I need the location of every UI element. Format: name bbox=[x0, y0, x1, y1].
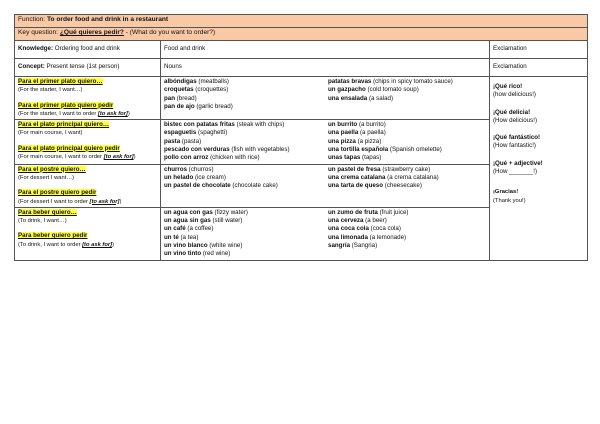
vocab-spanish: una crema catalana bbox=[328, 173, 386, 181]
concept-col3: Exclamation bbox=[490, 59, 588, 77]
vocab-english: (fizzy water) bbox=[212, 208, 248, 216]
prompt-spanish: Para beber quiero pedir bbox=[18, 232, 88, 240]
prompt-english: (To drink, I want…) bbox=[18, 218, 67, 225]
vocab-english: (a coffee) bbox=[185, 225, 214, 233]
vocab-item bbox=[328, 129, 478, 137]
vocab-english: (a paella) bbox=[358, 129, 386, 137]
vocab-item bbox=[164, 146, 328, 154]
vocab-spanish: un pastel de chocolate bbox=[164, 182, 231, 190]
prompt-spanish: Para beber quiero… bbox=[18, 208, 77, 216]
concept-col2: Nouns bbox=[161, 59, 490, 77]
vocab-column bbox=[164, 78, 328, 111]
prompt-english: (To drink, I want to order bbox=[18, 241, 83, 248]
prompt-english-line: (For main course, I want to order [to ask for]) bbox=[18, 154, 136, 161]
vocab-item bbox=[164, 95, 328, 103]
vocab-column bbox=[164, 209, 328, 259]
concept-cell bbox=[15, 59, 161, 77]
vocab-item bbox=[164, 166, 328, 174]
vocab-english: (cold tomato soup) bbox=[365, 86, 419, 94]
vocab-spanish: una pizza bbox=[328, 137, 356, 145]
vocab-sheet bbox=[14, 14, 587, 261]
vocab-item bbox=[164, 234, 328, 242]
prompt-cell bbox=[15, 77, 161, 120]
knowledge-value: Ordering food and drink bbox=[54, 45, 120, 53]
vocab-spanish: un té bbox=[164, 233, 179, 241]
vocab-cell bbox=[161, 164, 490, 207]
vocab-columns bbox=[164, 121, 486, 162]
vocab-cell bbox=[161, 77, 490, 120]
function-row bbox=[15, 15, 588, 28]
vocab-spanish: un vino tinto bbox=[164, 250, 202, 258]
vocab-spanish: una ensalada bbox=[328, 94, 368, 102]
vocab-english: (a crema catalana) bbox=[385, 173, 439, 181]
exclamation-block bbox=[493, 83, 584, 100]
exclamation-block bbox=[493, 134, 584, 151]
vocab-column bbox=[328, 209, 478, 259]
vocab-spanish: pollo con arroz bbox=[164, 154, 209, 162]
knowledge-cell bbox=[15, 41, 161, 59]
vocab-spanish: un agua con gas bbox=[164, 208, 213, 216]
knowledge-label: Knowledge: bbox=[18, 45, 54, 53]
prompt-block bbox=[18, 121, 157, 138]
vocab-item bbox=[328, 217, 478, 225]
prompt-block bbox=[18, 166, 157, 183]
prompt-english: (For main course, I want) bbox=[18, 130, 83, 137]
vocab-columns bbox=[164, 209, 486, 259]
vocab-english: (spaghetti) bbox=[196, 129, 228, 137]
prompt-english-line: (To drink, I want to order [to ask for]) bbox=[18, 241, 115, 248]
vocab-item bbox=[328, 78, 478, 86]
exclamation-spanish: ¡Qué + adjective! bbox=[493, 159, 543, 167]
vocab-english: (chocolate cake) bbox=[230, 182, 278, 190]
vocab-item bbox=[164, 242, 328, 250]
exclamation-english: (Thank you!) bbox=[493, 197, 526, 204]
vocab-item bbox=[328, 95, 478, 103]
vocab-spanish: pasta bbox=[164, 137, 181, 145]
prompt-block bbox=[18, 209, 157, 226]
vocab-spanish: una tortilla española bbox=[328, 146, 389, 154]
vocab-item bbox=[164, 154, 328, 162]
vocab-spanish: pescado con verduras bbox=[164, 146, 230, 154]
exclamation-english: (how delicious!) bbox=[493, 91, 536, 99]
prompt-english: (For main course, I want to order bbox=[18, 154, 104, 161]
vocab-item bbox=[164, 225, 328, 233]
vocab-spanish: un burrito bbox=[328, 121, 358, 129]
vocab-item bbox=[328, 86, 478, 94]
prompt-spanish: Para el plato principal quiero… bbox=[18, 121, 110, 129]
vocab-item bbox=[328, 234, 478, 242]
key-question-cell bbox=[15, 28, 588, 41]
prompt-spanish: Para el postre quiero pedir bbox=[18, 189, 97, 197]
vocab-spanish: churros bbox=[164, 165, 188, 173]
prompt-english-note: [to ask for] bbox=[97, 110, 128, 117]
vocab-spanish: un helado bbox=[164, 173, 194, 181]
vocab-row-starter bbox=[15, 77, 588, 120]
prompt-block bbox=[18, 102, 157, 119]
vocab-item bbox=[328, 209, 478, 217]
exclamation-spanish: ¡Qué delicia! bbox=[493, 108, 531, 116]
prompt-english: (For dessert I want to order bbox=[18, 198, 90, 205]
prompt-english: (For dessert I want…) bbox=[18, 174, 75, 181]
prompt-english-line bbox=[18, 129, 157, 137]
prompt-english-note: [to ask for] bbox=[103, 154, 134, 161]
prompt-cell bbox=[15, 120, 161, 164]
vocab-english: (white wine) bbox=[207, 242, 243, 250]
vocab-english: (strawberry cake) bbox=[380, 165, 431, 173]
function-cell bbox=[15, 15, 588, 28]
vocab-spanish: unas tapas bbox=[328, 154, 361, 162]
vocab-english: (Spanish omelette) bbox=[388, 146, 442, 154]
vocab-english: (still water) bbox=[210, 217, 243, 225]
vocab-english: (coca cola) bbox=[368, 225, 401, 233]
vocab-spanish: una limonada bbox=[328, 233, 368, 241]
vocab-english: (fish with vegetables) bbox=[229, 146, 290, 154]
vocab-english: (chips in spicy tomato sauce) bbox=[371, 78, 453, 85]
vocab-spanish: pan de ajo bbox=[164, 102, 195, 110]
vocab-item bbox=[328, 174, 478, 182]
vocab-spanish: un café bbox=[164, 225, 186, 233]
exclamation-english: (How _______!) bbox=[493, 168, 538, 176]
vocab-spanish: una paella bbox=[328, 129, 359, 137]
knowledge-col2: Food and drink bbox=[161, 41, 490, 59]
concept-label: Concept: bbox=[18, 63, 45, 71]
concept-value: Present tense (1st person) bbox=[46, 63, 120, 71]
prompt-cell bbox=[15, 164, 161, 207]
vocab-item bbox=[164, 217, 328, 225]
vocab-english: (steak with chips) bbox=[234, 121, 285, 129]
vocab-english: (pasta) bbox=[180, 137, 202, 145]
prompt-english-line bbox=[18, 217, 157, 225]
vocab-item bbox=[328, 138, 478, 146]
vocab-item bbox=[328, 166, 478, 174]
vocab-spanish: un vino blanco bbox=[164, 242, 208, 250]
vocab-cell bbox=[161, 207, 490, 260]
vocab-spanish: una tarta de queso bbox=[328, 182, 384, 190]
vocab-spanish: un zumo de fruta bbox=[328, 208, 378, 216]
vocab-column bbox=[328, 121, 478, 162]
vocab-spanish: un agua sin gas bbox=[164, 217, 211, 225]
exclamation-block bbox=[493, 160, 584, 177]
prompt-spanish: Para el primer plato quiero pedir bbox=[18, 101, 114, 109]
prompt-english: (For the starter, I want to order bbox=[18, 110, 98, 117]
vocab-english: (ice cream) bbox=[193, 173, 226, 181]
key-question-row bbox=[15, 28, 588, 41]
prompt-block bbox=[18, 232, 157, 249]
vocab-english: (bread) bbox=[175, 94, 197, 102]
vocab-spanish: croquetas bbox=[164, 86, 194, 94]
knowledge-col3: Exclamation bbox=[490, 41, 588, 59]
function-label: Function: bbox=[18, 16, 46, 23]
vocab-english: (a tea) bbox=[178, 233, 199, 241]
vocab-english: (Sangria) bbox=[350, 242, 378, 250]
vocab-table bbox=[14, 14, 588, 261]
vocab-spanish: sangría bbox=[328, 242, 351, 250]
vocab-spanish: una coca cola bbox=[328, 225, 369, 233]
vocab-column bbox=[164, 166, 328, 191]
vocab-english: (meatballs) bbox=[196, 78, 229, 85]
vocab-item bbox=[164, 129, 328, 137]
vocab-item bbox=[164, 174, 328, 182]
prompt-english-line bbox=[18, 174, 157, 182]
vocab-english: (red wine) bbox=[201, 250, 231, 258]
vocab-cell bbox=[161, 120, 490, 164]
vocab-item bbox=[328, 182, 478, 190]
key-question-translation: - (What do you want to order?) bbox=[123, 29, 216, 36]
vocab-item bbox=[164, 103, 328, 111]
vocab-spanish: patatas bravas bbox=[328, 78, 372, 85]
vocab-item bbox=[328, 225, 478, 233]
vocab-item bbox=[328, 146, 478, 154]
concept-row bbox=[15, 59, 588, 77]
vocab-english: (chicken with rice) bbox=[208, 154, 260, 162]
vocab-english: (tapas) bbox=[360, 154, 382, 162]
key-question: ¿Qué quieres pedir? bbox=[59, 29, 124, 36]
exclamation-spanish: ¡Qué rico! bbox=[493, 83, 523, 90]
prompt-cell bbox=[15, 207, 161, 260]
prompt-english-line: (For dessert I want to order [to ask for]) bbox=[18, 198, 122, 205]
exclamation-spanish: ¡Gracias! bbox=[493, 189, 519, 196]
vocab-english: (churros) bbox=[187, 165, 214, 173]
key-question-label: Key question: bbox=[18, 29, 58, 36]
vocab-item bbox=[328, 121, 478, 129]
knowledge-row bbox=[15, 41, 588, 59]
prompt-english-note: [to ask for] bbox=[82, 241, 113, 248]
exclamation-english: (How fantastic!) bbox=[493, 142, 536, 150]
prompt-spanish: Para el primer plato quiero… bbox=[18, 78, 103, 85]
prompt-english-line: (For the starter, I want to order [to ask for]) bbox=[18, 110, 130, 117]
prompt-spanish: Para el plato principal quiero pedir bbox=[18, 144, 120, 152]
vocab-column bbox=[328, 78, 478, 111]
vocab-item bbox=[164, 182, 328, 190]
vocab-spanish: un gazpacho bbox=[328, 86, 366, 94]
vocab-english: (a beer) bbox=[363, 217, 387, 225]
vocab-spanish: un pastel de fresa bbox=[328, 165, 381, 173]
exclamation-block bbox=[493, 188, 584, 205]
vocab-item bbox=[164, 250, 328, 258]
prompt-block bbox=[18, 189, 157, 206]
vocab-item bbox=[328, 242, 478, 250]
vocab-english: (cheesecake) bbox=[383, 182, 422, 190]
vocab-english: (a burrito) bbox=[357, 121, 386, 129]
vocab-column bbox=[328, 166, 478, 191]
vocab-column bbox=[164, 121, 328, 162]
prompt-english: (For the starter, I want…) bbox=[18, 87, 83, 94]
exclamation-english: (How delicious!) bbox=[493, 116, 538, 124]
function-value: To order food and drink in a restaurant bbox=[46, 16, 169, 23]
vocab-columns bbox=[164, 78, 486, 111]
vocab-spanish: una cerveza bbox=[328, 217, 364, 225]
prompt-block bbox=[18, 78, 157, 95]
vocab-english: (a salad) bbox=[367, 94, 394, 102]
prompt-block bbox=[18, 145, 157, 162]
vocab-item bbox=[164, 138, 328, 146]
prompt-english-note: [to ask for] bbox=[89, 198, 120, 205]
vocab-spanish: albóndigas bbox=[164, 78, 197, 85]
vocab-english: (a lemonade) bbox=[367, 233, 407, 241]
vocab-english: (a pizza) bbox=[355, 137, 382, 145]
vocab-item bbox=[164, 209, 328, 217]
vocab-item bbox=[328, 154, 478, 162]
vocab-spanish: espaguetis bbox=[164, 129, 197, 137]
vocab-item bbox=[164, 78, 328, 86]
vocab-item bbox=[164, 86, 328, 94]
exclamation-block bbox=[493, 109, 584, 126]
vocab-spanish: pan bbox=[164, 94, 176, 102]
vocab-english: (croquettes) bbox=[193, 86, 229, 94]
exclamations-cell bbox=[490, 77, 588, 261]
prompt-spanish: Para el postre quiero… bbox=[18, 165, 86, 173]
vocab-columns bbox=[164, 166, 486, 191]
vocab-english: (garlic bread) bbox=[194, 102, 233, 110]
prompt-english-line bbox=[18, 86, 157, 94]
vocab-item bbox=[164, 121, 328, 129]
vocab-english: (fruit juice) bbox=[377, 208, 409, 216]
vocab-spanish: bistec con patatas fritas bbox=[164, 121, 235, 129]
exclamation-spanish: ¡Qué fantástico! bbox=[493, 134, 541, 142]
